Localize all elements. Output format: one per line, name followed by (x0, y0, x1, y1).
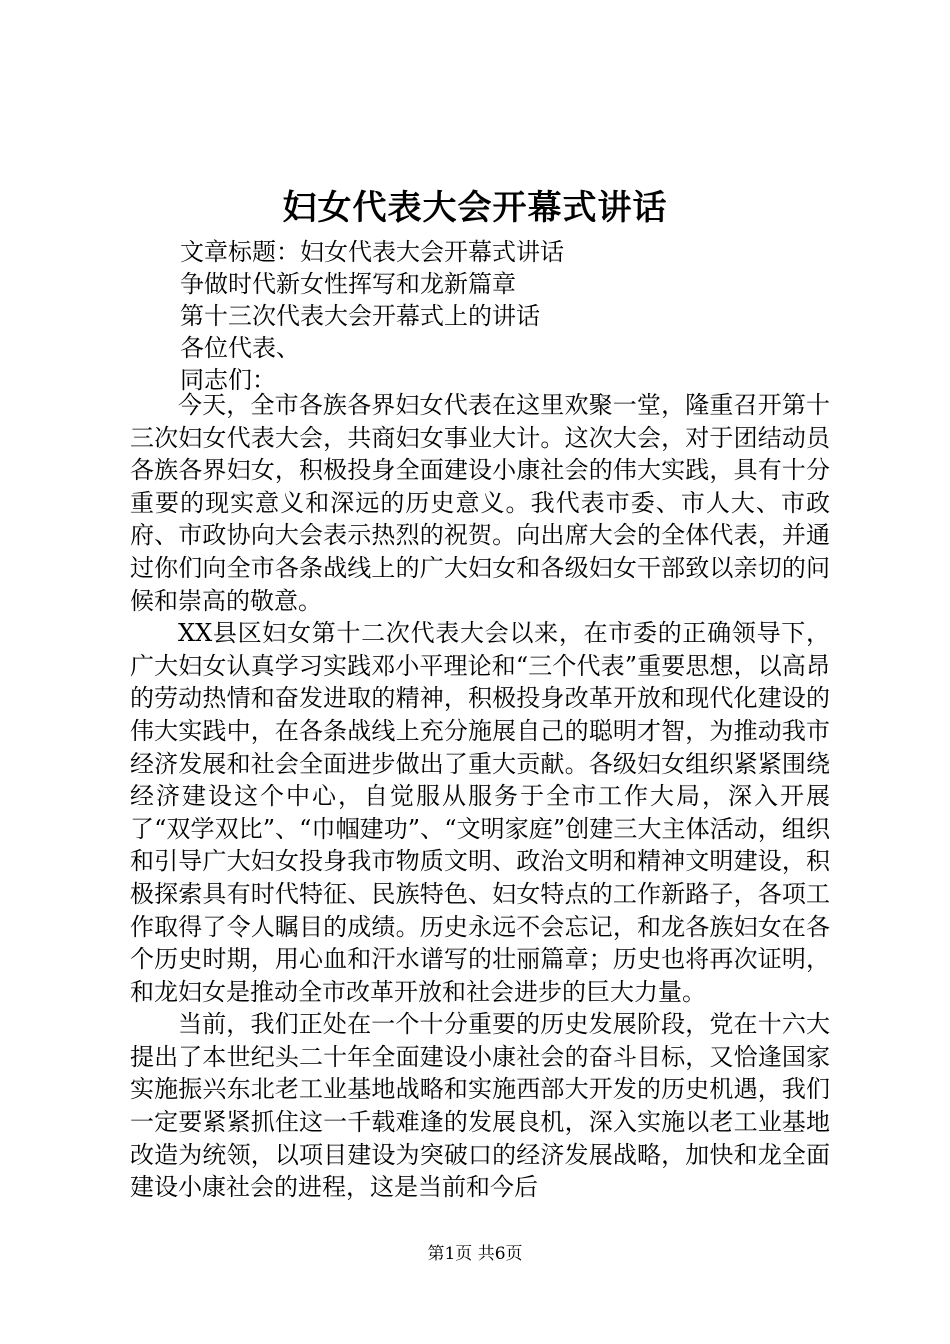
intro-line-article-title: 文章标题：妇女代表大会开幕式讲话 (180, 238, 564, 266)
body-text (130, 389, 830, 1204)
intro-line-speech-title: 第十三次代表大会开幕式上的讲话 (180, 302, 540, 330)
document-title: 妇女代表大会开幕式讲话 (282, 188, 668, 228)
page-footer: 第1页 共6页 (427, 1244, 523, 1264)
intro-line-salutation-delegates: 各位代表、 (180, 334, 300, 362)
intro-block (180, 236, 840, 396)
paragraph-2: XX县区妇女第十二次代表大会以来，在市委的正确领导下，广大妇女认真学习实践邓小平理论和“三个代表”重要思想，以高昂的劳动热情和奋发进取的精神，积极投身改革开放和现代化建设的伟大实践中，在各条战线上充分施展自己的聪明才智，为推动我市经济发展和社会全面进步做出了重大贡献。各级妇女组织紧紧围绕经济建设这个中心，自觉服从服务于全市工作大局，深入开展了“双学双比”、“巾帼建功”、“文明家庭”创建三大主体活动，组织和引导广大妇女投身我市物质文明、政治文明和精神文明建设，积极探索具有时代特征、民族特色、妇女特点的工作新路子，各项工作取得了令人瞩目的成绩。历史永远不会忘记，和龙各族妇女在各个历史时期，用心血和汗水谱写的壮丽篇章；历史也将再次证明，和龙妇女是推动全市改革开放和社会进步的巨大力量。 (130, 619, 830, 1006)
intro-line-subtitle: 争做时代新女性挥写和龙新篇章 (180, 270, 516, 298)
paragraph-3: 当前，我们正处在一个十分重要的历史发展阶段，党在十六大提出了本世纪头二十年全面建设小康社会的奋斗目标，又恰逢国家实施振兴东北老工业基地战略和实施西部大开发的历史机遇，我们一定要紧紧抓住这一千载难逢的发展良机，深入实施以老工业基地改造为统领，以项目建设为突破口的经济发展战略，加快和龙全面建设小康社会的进程，这是当前和今后 (130, 1010, 830, 1202)
intro-line-salutation-comrades: 同志们： (180, 366, 276, 394)
paragraph-1: 今天，全市各族各界妇女代表在这里欢聚一堂，隆重召开第十三次妇女代表大会，共商妇女事业大计。这次大会，对于团结动员各族各界妇女，积极投身全面建设小康社会的伟大实践，具有十分重要的现实意义和深远的历史意义。我代表市委、市人大、市政府、市政协向大会表示热烈的祝贺。向出席大会的全体代表，并通过你们向全市各条战线上的广大妇女和各级妇女干部致以亲切的问候和崇高的敬意。 (130, 391, 830, 615)
